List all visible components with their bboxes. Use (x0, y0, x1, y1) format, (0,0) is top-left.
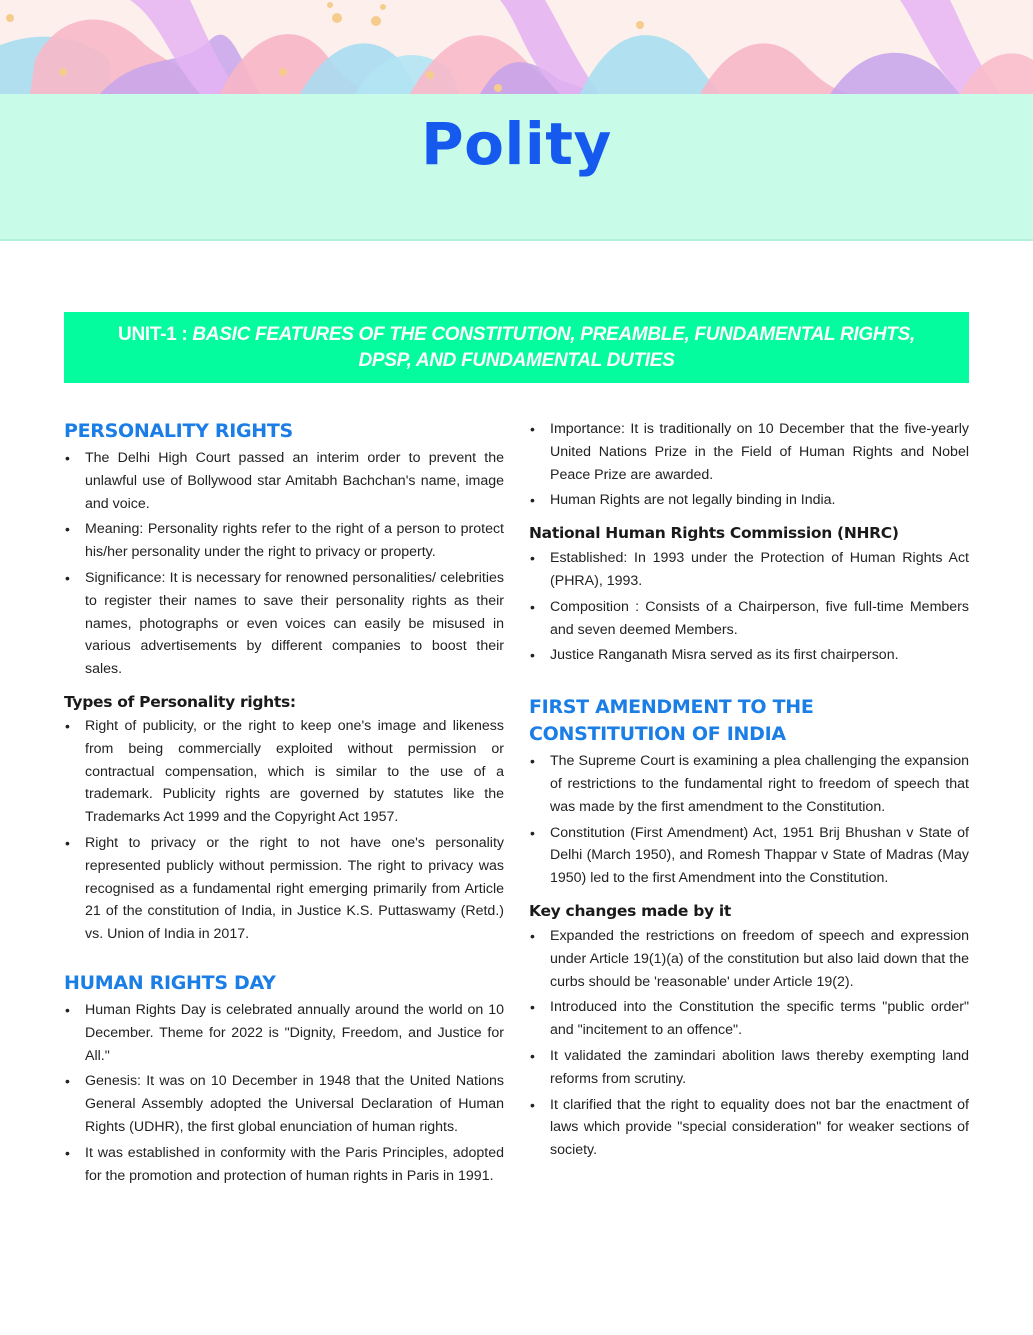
list-item: • Importance: It is traditionally on 10 December that the five-yearly United Nations Prize in the Field of Human Rights and Nobel Peace Prize are awarded. (529, 418, 969, 486)
decorative-header-banner (0, 0, 1033, 94)
list-item: • Composition : Consists of a Chairperson, five full-time Members and seven deemed Members. (529, 596, 969, 642)
list-item: • Human Rights are not legally binding in India. (529, 489, 969, 512)
key-changes-list (529, 925, 969, 1162)
personality-rights-list (64, 447, 504, 681)
list-item: • Expanded the restrictions on freedom of speech and expression under Article 19(1)(a) of the constitution but also laid down that the curbs should be 'reasonable' under Article 19(2). (529, 925, 969, 993)
types-of-personality-rights-list (64, 715, 504, 946)
unit-title-line-2: DPSP, AND FUNDAMENTAL DUTIES (358, 350, 675, 371)
page-title: Polity (421, 110, 612, 178)
left-column (64, 418, 504, 1190)
list-item: • Justice Ranganath Misra served as its first chairperson. (529, 644, 969, 667)
section-heading-first-amendment: FIRST AMENDMENT TO THE CONSTITUTION OF INDIA (529, 696, 814, 746)
unit-banner-line-1 (64, 322, 969, 348)
subheading-nhrc: National Human Rights Commission (NHRC) (529, 524, 899, 543)
list-item: • Significance: It is necessary for renowned personalities/ celebrities to register their names to save their personality rights as their names, photographs or even voices can easily be misused in various advertisements by different companies to boost their sales. (64, 567, 504, 681)
list-item: • Human Rights Day is celebrated annually around the world on 10 December. Theme for 2022 is "Dignity, Freedom, and Justice for All." (64, 999, 504, 1067)
nhrc-list (529, 547, 969, 667)
title-band (0, 94, 1033, 241)
subheading-types-of-personality-rights: Types of Personality rights: (64, 692, 296, 711)
list-item: • Right to privacy or the right to not have one's personality represented publicly without permission. The right to privacy was recognised as a fundamental right emerging primarily from Article 21 of the constitution of India, in Justice K.S. Puttaswamy (Retd.) vs. Union of India in 2017. (64, 832, 504, 946)
list-item: • It validated the zamindari abolition laws thereby exempting land reforms from scrutiny. (529, 1045, 969, 1091)
first-amendment-list (529, 750, 969, 890)
unit-banner (64, 312, 969, 383)
list-item: • Right of publicity, or the right to keep one's image and likeness from being commercially exploited without permission or contractual compensation, which is similar to the use of a trademark. Publicity rights are governed by statutes like the Trademarks Act 1999 and the Copyright Act 1957. (64, 715, 504, 829)
human-rights-day-list-continued (529, 418, 969, 512)
list-item: • Constitution (First Amendment) Act, 1951 Brij Bhushan v State of Delhi (March 1950), and Romesh Thappar v State of Madras (May 1950) led to the first Amendment into the Constitution. (529, 822, 969, 890)
list-item: • Established: In 1993 under the Protection of Human Rights Act (PHRA), 1993. (529, 547, 969, 593)
list-item: • Meaning: Personality rights refer to the right of a person to protect his/her personality under the right to privacy or property. (64, 518, 504, 564)
human-rights-day-list (64, 999, 504, 1187)
list-item: • The Supreme Court is examining a plea challenging the expansion of restrictions to the fundamental right to freedom of speech that was made by the first amendment to the Constitution. (529, 750, 969, 818)
wave-pattern-icon (0, 0, 1033, 94)
section-heading-personality-rights: PERSONALITY RIGHTS (64, 420, 293, 442)
right-column (529, 418, 969, 1165)
list-item: • Genesis: It was on 10 December in 1948 that the United Nations General Assembly adopted the Universal Declaration of Human Rights (UDHR), the first global enunciation of human rights. (64, 1070, 504, 1138)
subheading-key-changes: Key changes made by it (529, 901, 732, 920)
list-item: • It was established in conformity with the Paris Principles, adopted for the promotion and protection of human rights in Paris in 1991. (64, 1142, 504, 1188)
list-item: • It clarified that the right to equality does not bar the enactment of laws which provide "special consideration" for weaker sections of society. (529, 1094, 969, 1162)
list-item: • Introduced into the Constitution the specific terms "public order" and "incitement to an offence". (529, 996, 969, 1042)
unit-label: UNIT-1 : (118, 324, 193, 345)
section-heading-human-rights-day: HUMAN RIGHTS DAY (64, 971, 276, 994)
list-item: • The Delhi High Court passed an interim order to prevent the unlawful use of Bollywood star Amitabh Bachchan's name, image and voice. (64, 447, 504, 515)
unit-title-line-1: BASIC FEATURES OF THE CONSTITUTION, PREAMBLE, FUNDAMENTAL RIGHTS, (192, 324, 915, 345)
